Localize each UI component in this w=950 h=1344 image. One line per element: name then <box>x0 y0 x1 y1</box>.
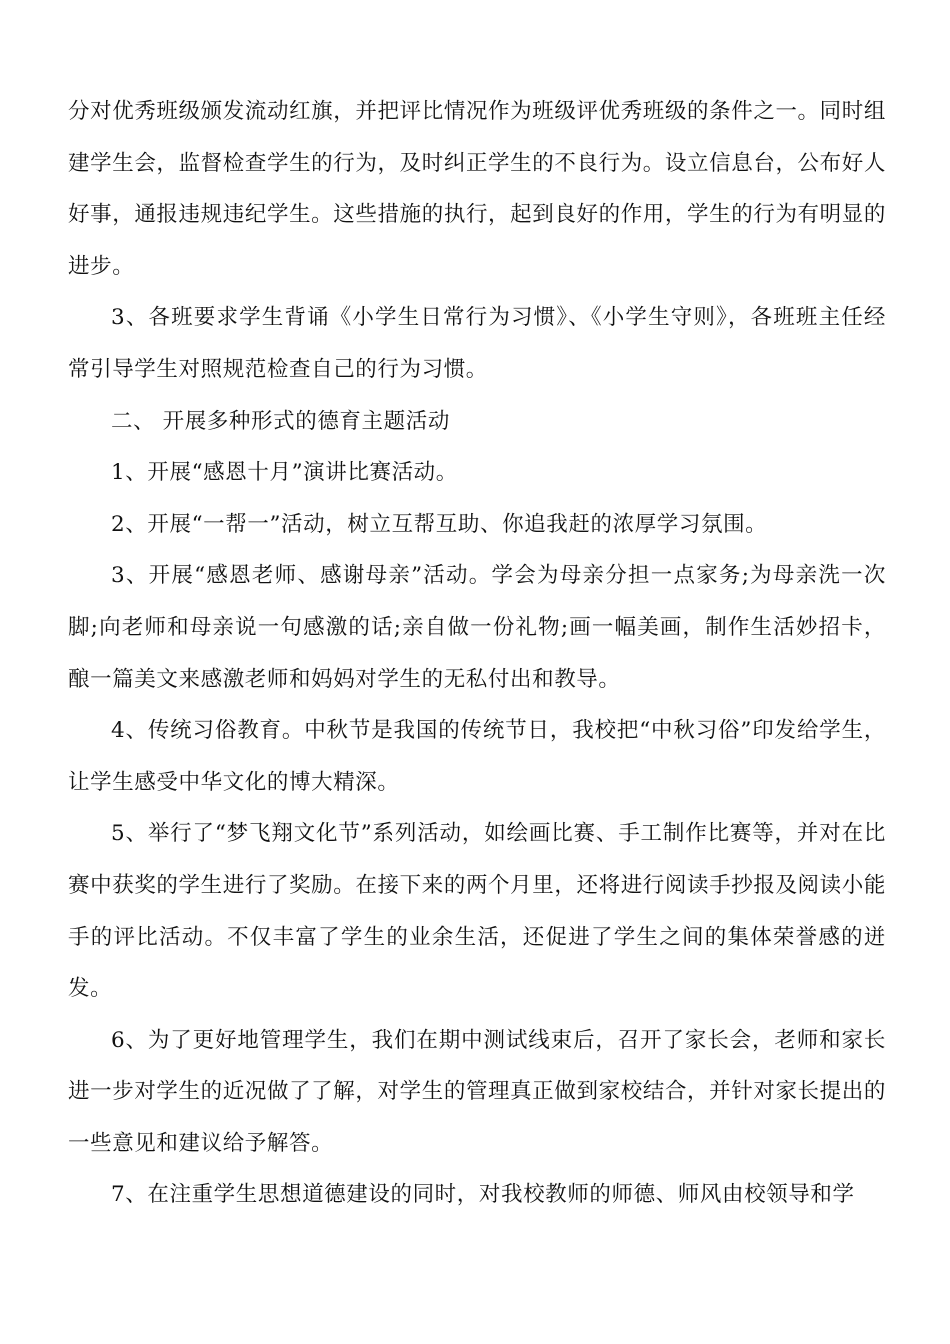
list-item: 6、为了更好地管理学生，我们在期中测试线束后，召开了家长会，老师和家长进一步对学生的近况做了了解，对学生的管理真正做到家校结合，并针对家长提出的一些意见和建议给予解答。 <box>68 1027 886 1156</box>
list-item: 5、举行了“梦飞翔文化节”系列活动，如绘画比赛、手工制作比赛等，并对在比赛中获奖的学生进行了奖励。在接下来的两个月里，还将进行阅读手抄报及阅读小能手的评比活动。不仅丰富了学生的业余生活，还促进了学生之间的集体荣誉感的迸发。 <box>68 821 886 1002</box>
paragraph: 分对优秀班级颁发流动红旗，并把评比情况作为班级评优秀班级的条件之一。同时组建学生会，监督检查学生的行为，及时纠正学生的不良行为。设立信息台，公布好人好事，通报违规违纪学生。这些措施的执行，起到良好的作用，学生的行为有明显的进步。 <box>68 99 886 279</box>
list-item: 1、开展“感恩十月”演讲比赛活动。 <box>111 460 458 486</box>
paragraph: 3、各班要求学生背诵《小学生日常行为习惯》、《小学生守则》，各班班主任经常引导学生对照规范检查自己的行为习惯。 <box>68 305 886 382</box>
list-item: 3、开展“感恩老师、感谢母亲”活动。学会为母亲分担一点家务;为母亲洗一次脚;向老师和母亲说一句感激的话;亲自做一份礼物;画一幅美画，制作生活妙招卡，酿一篇美文来感激老师和妈妈对学生的无私付出和教导。 <box>68 563 886 692</box>
list-item: 2、开展“一帮一”活动，树立互帮互助、你追我赶的浓厚学习氛围。 <box>111 511 768 537</box>
list-item: 4、传统习俗教育。中秋节是我国的传统节日，我校把“中秋习俗”印发给学生，让学生感受中华文化的博大精深。 <box>68 718 886 795</box>
document-body <box>68 86 886 1221</box>
section-heading: 二、 开展多种形式的德育主题活动 <box>111 408 450 434</box>
list-item: 7、在注重学生思想道德建设的同时，对我校教师的师德、师风由校领导和学 <box>111 1182 855 1208</box>
